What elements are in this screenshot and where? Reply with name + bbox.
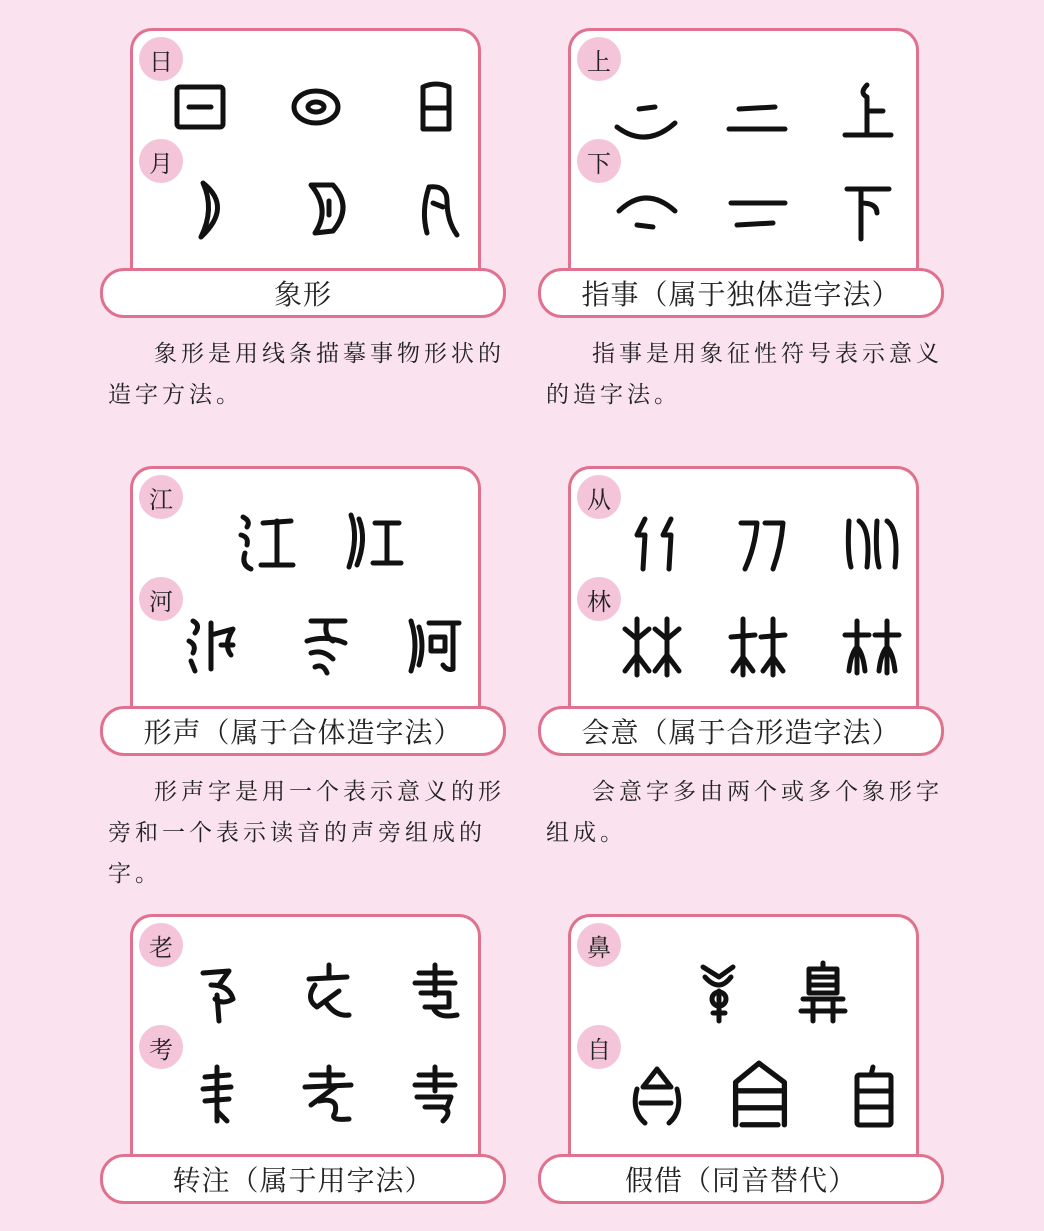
category-label: 象形 [100, 268, 506, 318]
lao-seal-icon [401, 957, 471, 1027]
char-badge: 下 [577, 139, 621, 183]
xia-oracle-icon [611, 179, 681, 249]
kao-bronze-icon [293, 1059, 363, 1129]
char-badge: 从 [577, 475, 621, 519]
jiang-seal-icon [339, 505, 409, 575]
char-badge: 考 [139, 1025, 183, 1069]
shang-seal-icon [833, 75, 903, 145]
card [568, 466, 919, 725]
char-badge: 日 [139, 37, 183, 81]
he-oracle-icon [179, 609, 249, 679]
category-description: 指事是用象征性符号表示意义的造字法。 [546, 341, 943, 408]
category-label: 形声（属于合体造字法） [100, 706, 506, 756]
category-label: 假借（同音替代） [538, 1154, 944, 1204]
card [130, 914, 481, 1173]
yue-seal-icon [403, 173, 473, 243]
category-label: 指事（属于独体造字法） [538, 268, 944, 318]
he-seal-icon [399, 609, 469, 679]
he-bronze-icon [291, 609, 361, 679]
zi-bronze-icon [725, 1059, 795, 1129]
kao-seal-icon [401, 1059, 471, 1129]
lin-bronze-icon [723, 611, 793, 681]
category-label: 转注（属于用字法） [100, 1154, 506, 1204]
category-description: 象形是用线条描摹事物形状的造字方法。 [108, 341, 505, 408]
lin-seal-icon [837, 611, 907, 681]
char-badge: 月 [139, 139, 183, 183]
card [130, 466, 481, 725]
bi-oracle-icon [683, 957, 753, 1027]
lin-oracle-icon [617, 611, 687, 681]
category-description: 会意字多由两个或多个象形字组成。 [546, 779, 943, 846]
category-label: 会意（属于合形造字法） [538, 706, 944, 756]
card [568, 914, 919, 1173]
yue-half-icon [291, 173, 361, 243]
char-badge: 老 [139, 923, 183, 967]
lao-oracle-icon [187, 957, 257, 1027]
char-badge: 河 [139, 577, 183, 621]
char-badge: 林 [577, 577, 621, 621]
xia-seal-icon [833, 177, 903, 247]
ri-seal-icon [401, 71, 471, 141]
card [568, 28, 919, 287]
char-badge: 自 [577, 1025, 621, 1069]
char-badge: 江 [139, 475, 183, 519]
bi-seal-icon [787, 957, 857, 1027]
zi-seal-icon [839, 1061, 909, 1131]
ri-oval-icon [281, 71, 351, 141]
ri-box-icon [165, 71, 235, 141]
xia-bronze-icon [721, 179, 791, 249]
cong-bronze-icon [729, 507, 799, 577]
category-description: 形声字是用一个表示意义的形旁和一个表示读音的声旁组成的字。 [108, 779, 505, 887]
shang-bronze-icon [721, 81, 791, 151]
char-badge: 上 [577, 37, 621, 81]
jiang-bronze-icon [233, 505, 303, 575]
kao-oracle-icon [185, 1059, 255, 1129]
char-badge: 鼻 [577, 923, 621, 967]
zi-oracle-icon [621, 1061, 691, 1131]
shang-oracle-icon [611, 81, 681, 151]
cong-seal-icon [835, 507, 905, 577]
yue-crescent-icon [173, 173, 243, 243]
cong-oracle-icon [623, 507, 693, 577]
lao-bronze-icon [293, 957, 363, 1027]
card [130, 28, 481, 287]
